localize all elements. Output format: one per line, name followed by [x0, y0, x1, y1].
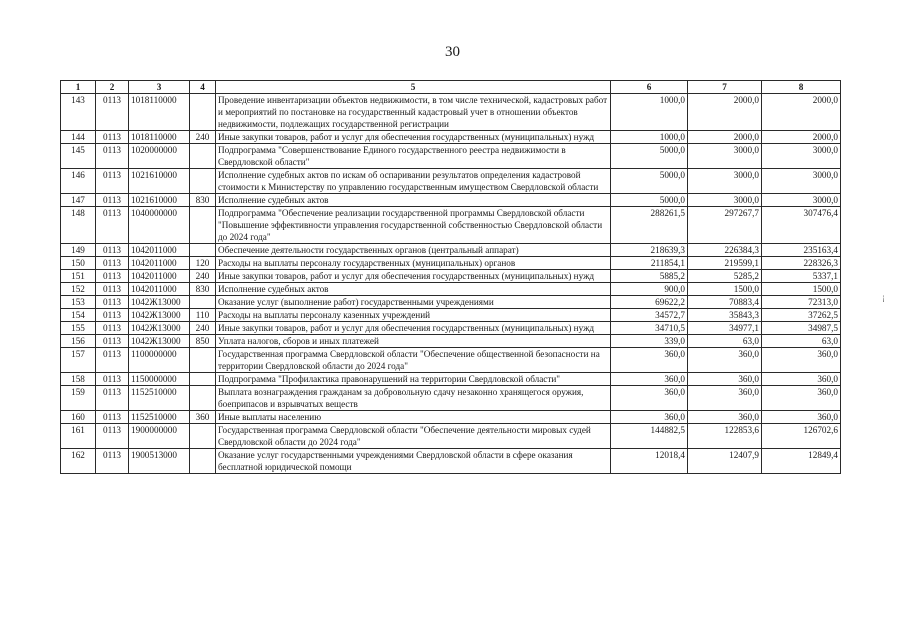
item-name: Уплата налогов, сборов и иных платежей [216, 335, 611, 348]
row-number: 162 [61, 449, 96, 474]
header-cell-4: 4 [190, 81, 216, 94]
amount-col-6: 5000,0 [611, 144, 688, 169]
amount-col-7: 5285,2 [688, 270, 762, 283]
target-item-code: 1100000000 [129, 348, 190, 373]
amount-col-6: 34710,5 [611, 322, 688, 335]
amount-col-6: 360,0 [611, 411, 688, 424]
amount-col-6: 360,0 [611, 386, 688, 411]
table-row [61, 94, 841, 131]
target-item-code: 1020000000 [129, 144, 190, 169]
item-name: Иные закупки товаров, работ и услуг для обеспечения государственных (муниципальных) нужд [216, 322, 611, 335]
expense-type-code [190, 449, 216, 474]
amount-col-8: 235163,4 [762, 244, 841, 257]
target-item-code: 1021610000 [129, 194, 190, 207]
amount-col-6: 12018,4 [611, 449, 688, 474]
expense-type-code: 830 [190, 283, 216, 296]
item-name: Государственная программа Свердловской области "Обеспечение деятельности мировых судей Свердловской области до 2024 года" [216, 424, 611, 449]
scan-mark: ¡ [882, 292, 885, 302]
section-code: 0113 [96, 257, 129, 270]
row-number: 150 [61, 257, 96, 270]
amount-col-8: 3000,0 [762, 169, 841, 194]
item-name: Государственная программа Свердловской области "Обеспечение общественной безопасности на территории Свердловской области до 2024 года" [216, 348, 611, 373]
section-code: 0113 [96, 449, 129, 474]
expense-type-code: 120 [190, 257, 216, 270]
amount-col-6: 339,0 [611, 335, 688, 348]
amount-col-8: 63,0 [762, 335, 841, 348]
target-item-code: 1042011000 [129, 244, 190, 257]
target-item-code: 1018110000 [129, 94, 190, 131]
amount-col-8: 360,0 [762, 411, 841, 424]
target-item-code: 1042011000 [129, 283, 190, 296]
item-name: Обеспечение деятельности государственных органов (центральный аппарат) [216, 244, 611, 257]
table-row [61, 283, 841, 296]
row-number: 153 [61, 296, 96, 309]
item-name: Исполнение судебных актов [216, 194, 611, 207]
amount-col-6: 360,0 [611, 348, 688, 373]
row-number: 145 [61, 144, 96, 169]
item-name: Оказание услуг государственными учреждениями Свердловской области в сфере оказания бесплатной юридической помощи [216, 449, 611, 474]
amount-col-8: 3000,0 [762, 144, 841, 169]
target-item-code: 1900000000 [129, 424, 190, 449]
table-row [61, 194, 841, 207]
expense-type-code [190, 94, 216, 131]
section-code: 0113 [96, 424, 129, 449]
amount-col-7: 3000,0 [688, 144, 762, 169]
section-code: 0113 [96, 348, 129, 373]
amount-col-8: 228326,3 [762, 257, 841, 270]
table-row [61, 257, 841, 270]
target-item-code: 1042Ж13000 [129, 296, 190, 309]
expense-type-code [190, 144, 216, 169]
target-item-code: 1040000000 [129, 207, 190, 244]
item-name: Иные закупки товаров, работ и услуг для обеспечения государственных (муниципальных) нужд [216, 131, 611, 144]
table-row [61, 322, 841, 335]
amount-col-6: 1000,0 [611, 94, 688, 131]
section-code: 0113 [96, 194, 129, 207]
amount-col-7: 2000,0 [688, 94, 762, 131]
row-number: 158 [61, 373, 96, 386]
item-name: Подпрограмма "Обеспечение реализации государственной программы Свердловской области "Повышение эффективности управления государственной собственностью Свердловской области до 2024 года" [216, 207, 611, 244]
row-number: 143 [61, 94, 96, 131]
section-code: 0113 [96, 144, 129, 169]
expense-type-code: 240 [190, 131, 216, 144]
header-cell-8: 8 [762, 81, 841, 94]
expense-type-code [190, 169, 216, 194]
expense-type-code: 830 [190, 194, 216, 207]
table-row [61, 386, 841, 411]
row-number: 151 [61, 270, 96, 283]
budget-table [60, 80, 841, 474]
item-name: Иные закупки товаров, работ и услуг для обеспечения государственных (муниципальных) нужд [216, 270, 611, 283]
table-row [61, 335, 841, 348]
amount-col-6: 288261,5 [611, 207, 688, 244]
row-number: 148 [61, 207, 96, 244]
expense-type-code [190, 386, 216, 411]
table-row [61, 296, 841, 309]
amount-col-7: 360,0 [688, 411, 762, 424]
expense-type-code: 360 [190, 411, 216, 424]
amount-col-8: 1500,0 [762, 283, 841, 296]
item-name: Оказание услуг (выполнение работ) государственными учреждениями [216, 296, 611, 309]
amount-col-7: 2000,0 [688, 131, 762, 144]
amount-col-6: 211854,1 [611, 257, 688, 270]
amount-col-8: 3000,0 [762, 194, 841, 207]
header-cell-5: 5 [216, 81, 611, 94]
amount-col-8: 12849,4 [762, 449, 841, 474]
table-row [61, 131, 841, 144]
amount-col-7: 12407,9 [688, 449, 762, 474]
table-row [61, 270, 841, 283]
table-row [61, 348, 841, 373]
target-item-code: 1042011000 [129, 270, 190, 283]
section-code: 0113 [96, 283, 129, 296]
amount-col-7: 297267,7 [688, 207, 762, 244]
expense-type-code [190, 424, 216, 449]
amount-col-7: 3000,0 [688, 169, 762, 194]
amount-col-8: 126702,6 [762, 424, 841, 449]
amount-col-7: 122853,6 [688, 424, 762, 449]
amount-col-8: 72313,0 [762, 296, 841, 309]
target-item-code: 1150000000 [129, 373, 190, 386]
section-code: 0113 [96, 322, 129, 335]
table-row [61, 449, 841, 474]
expense-type-code [190, 207, 216, 244]
amount-col-6: 5000,0 [611, 169, 688, 194]
item-name: Исполнение судебных актов по искам об оспаривании результатов определения кадастровой стоимости к Министерству по управлению государственным имуществом Свердловской области [216, 169, 611, 194]
amount-col-8: 5337,1 [762, 270, 841, 283]
row-number: 160 [61, 411, 96, 424]
item-name: Подпрограмма "Профилактика правонарушений на территории Свердловской области" [216, 373, 611, 386]
amount-col-6: 69622,2 [611, 296, 688, 309]
table-body [61, 94, 841, 474]
table-row [61, 169, 841, 194]
row-number: 154 [61, 309, 96, 322]
header-cell-6: 6 [611, 81, 688, 94]
table-row [61, 373, 841, 386]
table-row [61, 207, 841, 244]
section-code: 0113 [96, 131, 129, 144]
amount-col-7: 3000,0 [688, 194, 762, 207]
row-number: 146 [61, 169, 96, 194]
page-number: 30 [445, 44, 460, 60]
amount-col-7: 360,0 [688, 348, 762, 373]
section-code: 0113 [96, 335, 129, 348]
amount-col-8: 2000,0 [762, 94, 841, 131]
amount-col-8: 307476,4 [762, 207, 841, 244]
expense-type-code [190, 244, 216, 257]
target-item-code: 1042011000 [129, 257, 190, 270]
expense-type-code: 240 [190, 270, 216, 283]
row-number: 159 [61, 386, 96, 411]
section-code: 0113 [96, 411, 129, 424]
amount-col-6: 1000,0 [611, 131, 688, 144]
amount-col-6: 360,0 [611, 373, 688, 386]
header-cell-3: 3 [129, 81, 190, 94]
target-item-code: 1018110000 [129, 131, 190, 144]
amount-col-7: 360,0 [688, 386, 762, 411]
amount-col-6: 34572,7 [611, 309, 688, 322]
amount-col-8: 360,0 [762, 373, 841, 386]
section-code: 0113 [96, 386, 129, 411]
row-number: 152 [61, 283, 96, 296]
amount-col-8: 360,0 [762, 386, 841, 411]
amount-col-8: 37262,5 [762, 309, 841, 322]
amount-col-7: 34977,1 [688, 322, 762, 335]
section-code: 0113 [96, 270, 129, 283]
amount-col-6: 218639,3 [611, 244, 688, 257]
amount-col-6: 5000,0 [611, 194, 688, 207]
amount-col-6: 5885,2 [611, 270, 688, 283]
table-row [61, 411, 841, 424]
target-item-code: 1152510000 [129, 386, 190, 411]
row-number: 149 [61, 244, 96, 257]
expense-type-code: 110 [190, 309, 216, 322]
item-name: Исполнение судебных актов [216, 283, 611, 296]
section-code: 0113 [96, 296, 129, 309]
amount-col-8: 360,0 [762, 348, 841, 373]
table-row [61, 244, 841, 257]
target-item-code: 1042Ж13000 [129, 335, 190, 348]
item-name: Проведение инвентаризации объектов недвижимости, в том числе технической, кадастровых работ и мероприятий по постановке на государственный кадастровый учет в отношении объектов недвижимости, подлежащих государственной регистрации [216, 94, 611, 131]
amount-col-7: 35843,3 [688, 309, 762, 322]
row-number: 157 [61, 348, 96, 373]
expense-type-code [190, 296, 216, 309]
target-item-code: 1152510000 [129, 411, 190, 424]
section-code: 0113 [96, 169, 129, 194]
amount-col-7: 63,0 [688, 335, 762, 348]
amount-col-7: 1500,0 [688, 283, 762, 296]
item-name: Расходы на выплаты персоналу государственных (муниципальных) органов [216, 257, 611, 270]
table-row [61, 144, 841, 169]
section-code: 0113 [96, 244, 129, 257]
table-row [61, 424, 841, 449]
row-number: 147 [61, 194, 96, 207]
header-row [61, 81, 841, 94]
item-name: Расходы на выплаты персоналу казенных учреждений [216, 309, 611, 322]
table-row [61, 309, 841, 322]
amount-col-6: 900,0 [611, 283, 688, 296]
header-cell-7: 7 [688, 81, 762, 94]
expense-type-code: 850 [190, 335, 216, 348]
item-name: Иные выплаты населению [216, 411, 611, 424]
section-code: 0113 [96, 94, 129, 131]
expense-type-code: 240 [190, 322, 216, 335]
amount-col-7: 360,0 [688, 373, 762, 386]
row-number: 161 [61, 424, 96, 449]
row-number: 144 [61, 131, 96, 144]
section-code: 0113 [96, 373, 129, 386]
item-name: Выплата вознаграждения гражданам за добровольную сдачу незаконно хранящегося оружия, боеприпасов и взрывчатых веществ [216, 386, 611, 411]
section-code: 0113 [96, 207, 129, 244]
target-item-code: 1042Ж13000 [129, 309, 190, 322]
expense-type-code [190, 348, 216, 373]
header-cell-2: 2 [96, 81, 129, 94]
header-cell-1: 1 [61, 81, 96, 94]
target-item-code: 1900513000 [129, 449, 190, 474]
amount-col-7: 226384,3 [688, 244, 762, 257]
expense-type-code [190, 373, 216, 386]
amount-col-6: 144882,5 [611, 424, 688, 449]
item-name: Подпрограмма "Совершенствование Единого государственного реестра недвижимости в Свердловской области" [216, 144, 611, 169]
target-item-code: 1042Ж13000 [129, 322, 190, 335]
amount-col-8: 34987,5 [762, 322, 841, 335]
section-code: 0113 [96, 309, 129, 322]
row-number: 156 [61, 335, 96, 348]
target-item-code: 1021610000 [129, 169, 190, 194]
row-number: 155 [61, 322, 96, 335]
amount-col-8: 2000,0 [762, 131, 841, 144]
amount-col-7: 70883,4 [688, 296, 762, 309]
amount-col-7: 219599,1 [688, 257, 762, 270]
